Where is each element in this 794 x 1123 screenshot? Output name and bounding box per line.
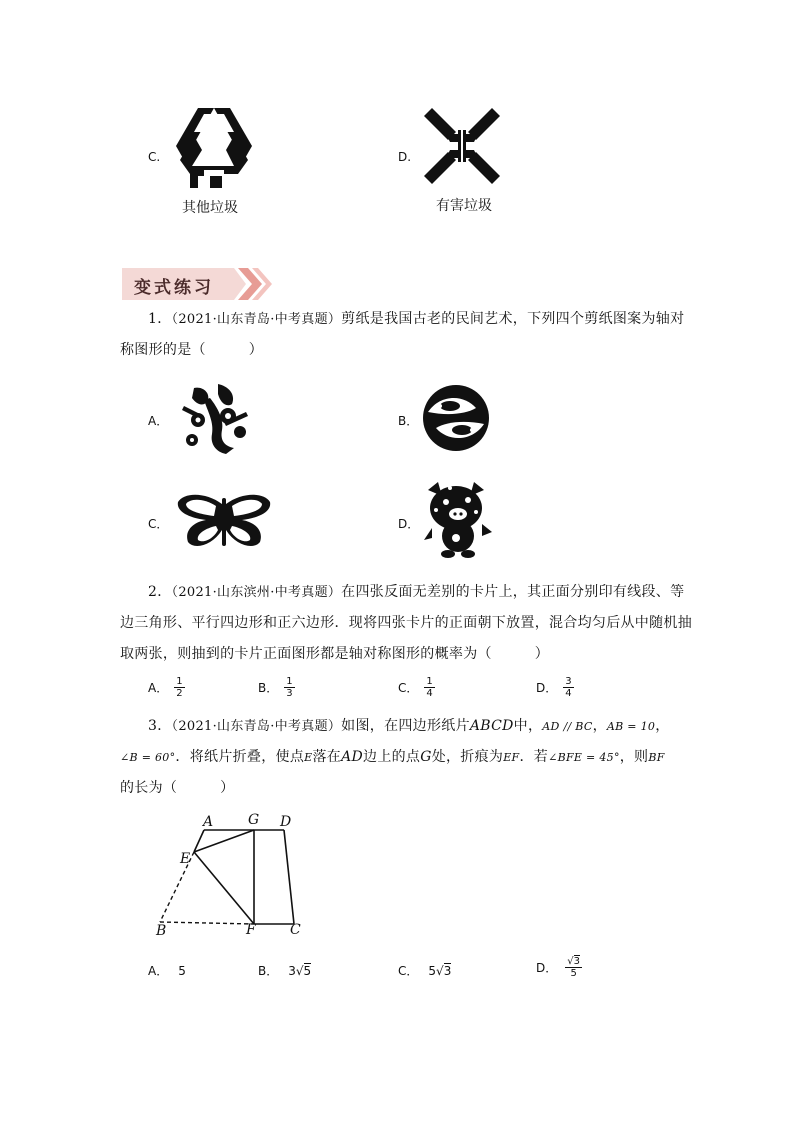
q3-math-ab: AB = 10 <box>606 720 656 733</box>
q2-line1 <box>148 578 688 607</box>
butterfly-papercut-icon <box>176 490 272 552</box>
q3-source: （2021·山东青岛·中考真题） <box>171 719 342 734</box>
q2-number: 2． <box>148 584 172 600</box>
q3-math-angle-bfe: ∠BFE = 45° <box>548 751 620 764</box>
radicand: 3 <box>573 956 580 967</box>
sqrt-icon: √ <box>436 963 444 978</box>
q3-option-b <box>258 962 311 979</box>
sqrt-icon: √ <box>567 956 574 967</box>
fraction-numerator: 1 <box>286 676 293 687</box>
q2-option-c-fraction <box>424 676 434 699</box>
segment-dc <box>284 830 294 924</box>
q3-math-abcd: ABCD <box>469 718 514 734</box>
section-banner <box>122 266 272 302</box>
q3-math-angle-b: ∠B = 60° <box>120 751 176 764</box>
bird-plum-papercut-icon <box>174 382 250 456</box>
twin-fish-papercut-icon <box>420 384 492 452</box>
fraction-numerator <box>565 956 582 968</box>
figure-label-f: F <box>246 922 256 938</box>
q3-option-d <box>536 956 582 979</box>
segment-bf-dashed <box>160 922 254 924</box>
figure-label-a: A <box>203 814 214 830</box>
section-title: 变式练习 <box>134 278 214 298</box>
fraction-numerator: 3 <box>565 676 572 687</box>
q1-option-b-label: B． <box>398 414 419 428</box>
q2-option-b <box>258 676 295 699</box>
q3-math-ef: EF <box>503 751 520 764</box>
q3-text: ．若 <box>519 749 549 765</box>
q3-math-bf: BF <box>648 751 665 764</box>
q3-option-a-label: A． <box>148 964 169 978</box>
q3-option-c-value <box>428 964 451 978</box>
q2-option-b-fraction <box>284 676 294 699</box>
q3-text: ， <box>592 718 607 734</box>
q2-option-d <box>536 676 574 699</box>
q3-line1 <box>148 712 708 741</box>
q2-line3: 取两张，则抽到的卡片正面图形都是轴对称图形的概率为（ ） <box>120 646 549 662</box>
figure-label-d: D <box>280 814 292 830</box>
q3-math-e: E <box>304 751 313 764</box>
q3-text: 边上的点 <box>363 749 421 765</box>
q3-option-d-label: D． <box>536 961 558 975</box>
hazardous-waste-symbol-icon <box>422 106 502 186</box>
q2-option-d-fraction <box>563 676 573 699</box>
sqrt-icon: √ <box>295 963 304 978</box>
q2-line2: 边三角形、平行四边形和正六边形．现将四张卡片的正面朝下放置，混合均匀后从中随机抽 <box>120 615 692 631</box>
q2-option-c <box>398 676 435 699</box>
q1-line1 <box>148 305 688 334</box>
q3-text: ， <box>655 718 670 734</box>
fraction-denominator: 5 <box>570 968 577 979</box>
q3-line3: 的长为（ ） <box>120 780 235 796</box>
q3-math-ad: AD <box>341 749 364 765</box>
figure-label-b: B <box>156 923 167 939</box>
fraction-denominator: 2 <box>176 688 183 699</box>
other-waste-caption: 其他垃圾 <box>182 200 238 216</box>
q1-line2: 称图形的是（ ） <box>120 342 263 358</box>
q3-text: 中， <box>513 718 543 734</box>
q3-text: ，则 <box>619 749 649 765</box>
q3-math-parallel: AD // BC <box>542 720 593 733</box>
q3-option-d-fraction <box>565 956 582 979</box>
fraction-numerator: 1 <box>426 676 433 687</box>
q3-option-a <box>148 962 186 979</box>
other-waste-symbol-icon <box>174 104 254 190</box>
q3-math-g: G <box>420 749 432 765</box>
q3-option-b-label: B． <box>258 964 279 978</box>
pig-papercut-icon <box>420 480 496 558</box>
fraction-denominator: 4 <box>565 688 572 699</box>
hazardous-waste-caption: 有害垃圾 <box>436 198 492 214</box>
radicand: 3 <box>443 963 452 978</box>
figure-label-e: E <box>180 851 191 867</box>
radical-coefficient: 3 <box>288 963 296 978</box>
q3-option-c <box>398 962 451 979</box>
figure-label-g: G <box>248 812 260 828</box>
q1-option-c-label: C． <box>148 517 169 531</box>
q3-option-a-value: 5 <box>178 963 186 978</box>
fraction-numerator: 1 <box>176 676 183 687</box>
q2-option-b-label: B． <box>258 681 279 695</box>
q1-number: 1． <box>148 311 172 327</box>
quadrilateral-fold-figure <box>150 812 310 944</box>
figure-label-c: C <box>290 922 301 938</box>
option-d-label: D. <box>398 150 412 164</box>
radical-coefficient: 5 <box>428 963 437 978</box>
fraction-denominator: 4 <box>426 688 433 699</box>
q2-option-c-label: C． <box>398 681 419 695</box>
radicand: 5 <box>303 963 312 978</box>
q3-option-b-value <box>288 964 311 978</box>
segment-ef <box>194 852 254 924</box>
option-c-label: C. <box>148 150 161 164</box>
q2-option-a-label: A． <box>148 681 169 695</box>
q3-text: 处，折痕为 <box>431 749 504 765</box>
q3-number: 3． <box>148 718 172 734</box>
q3-text: 如图，在四边形纸片 <box>341 718 470 734</box>
q3-text: 落在 <box>312 749 342 765</box>
q2-option-d-label: D． <box>536 681 558 695</box>
q2-option-a <box>148 676 185 699</box>
q1-option-d-label: D． <box>398 517 420 531</box>
q1-option-a-label: A． <box>148 414 169 428</box>
q1-source: （2021·山东青岛·中考真题） <box>171 312 342 327</box>
q2-source: （2021·山东滨州·中考真题） <box>171 585 342 600</box>
q1-text-1: 剪纸是我国古老的民间艺术，下列四个剪纸图案为轴对 <box>341 311 685 327</box>
q2-text-1: 在四张反面无差别的卡片上，其正面分别印有线段、等 <box>341 584 685 600</box>
fraction-denominator: 3 <box>286 688 293 699</box>
q3-text: ．将纸片折叠，使点 <box>175 749 305 765</box>
q3-line2 <box>120 743 700 772</box>
q2-option-a-fraction <box>174 676 184 699</box>
q3-option-c-label: C． <box>398 964 419 978</box>
